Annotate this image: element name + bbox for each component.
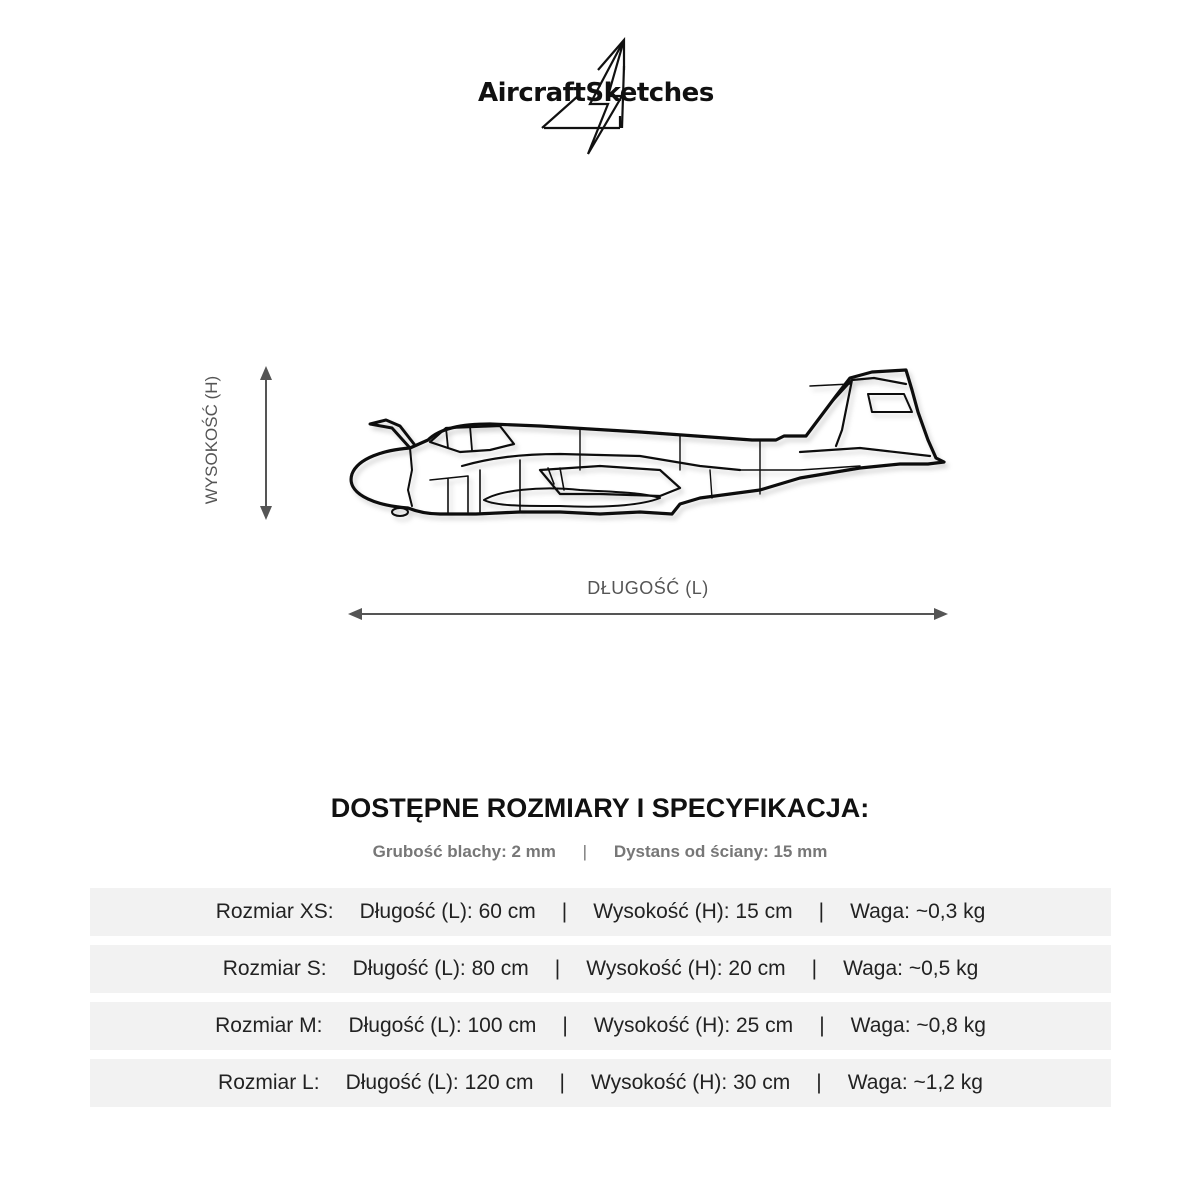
size-height: Wysokość (H): 20 cm [586, 957, 786, 980]
size-weight: Waga: ~0,5 kg [843, 957, 979, 980]
size-weight: Waga: ~0,3 kg [850, 900, 986, 923]
aircraft-silhouette [351, 370, 944, 516]
height-arrow [260, 366, 272, 520]
height-label: WYSOKOŚĆ (H) [202, 375, 221, 505]
sheet-thickness: Grubość blachy: 2 mm [372, 842, 556, 861]
size-name: Rozmiar M: [215, 1014, 323, 1037]
separator: | [582, 842, 588, 861]
size-weight: Waga: ~1,2 kg [847, 1071, 983, 1094]
size-length: Długość (L): 80 cm [352, 957, 529, 980]
logo-wordmark: AircraftSketches [478, 78, 714, 108]
size-row-xs [90, 888, 1111, 936]
size-row-l [90, 1059, 1111, 1107]
separator: | [818, 900, 825, 923]
height-label-wrapper [202, 375, 242, 505]
separator: | [816, 1071, 822, 1094]
wall-distance: Dystans od ściany: 15 mm [613, 842, 828, 861]
separator: | [819, 1014, 825, 1037]
length-arrow [348, 608, 948, 620]
size-name: Rozmiar S: [222, 957, 327, 980]
size-weight: Waga: ~0,8 kg [850, 1014, 986, 1037]
size-length: Długość (L): 120 cm [345, 1071, 534, 1094]
size-length: Długość (L): 100 cm [348, 1014, 537, 1037]
separator: | [811, 957, 818, 980]
size-name: Rozmiar L: [218, 1071, 320, 1094]
size-length: Długość (L): 60 cm [359, 900, 536, 923]
size-name: Rozmiar XS: [215, 900, 334, 923]
separator: | [561, 900, 568, 923]
size-height: Wysokość (H): 30 cm [590, 1071, 791, 1094]
separator: | [554, 957, 561, 980]
size-table [90, 888, 1111, 1116]
size-height: Wysokość (H): 15 cm [593, 900, 793, 923]
spec-subtitle [0, 842, 1200, 862]
size-row-m [90, 1002, 1111, 1050]
size-row-s [90, 945, 1111, 993]
separator: | [562, 1014, 568, 1037]
length-label: DŁUGOŚĆ (L) [587, 578, 709, 598]
spec-title: DOSTĘPNE ROZMIARY I SPECYFIKACJA: [330, 793, 870, 823]
separator: | [559, 1071, 565, 1094]
size-height: Wysokość (H): 25 cm [593, 1014, 794, 1037]
